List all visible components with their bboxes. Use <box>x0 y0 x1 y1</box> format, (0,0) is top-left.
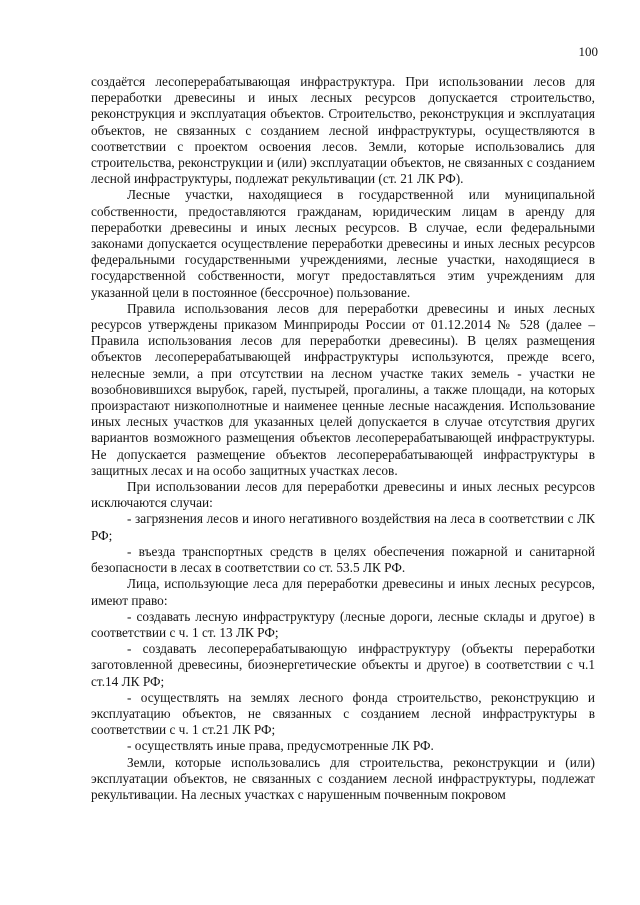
list-item-other-rights: - осуществлять иные права, предусмотренные ЛК РФ. <box>127 738 434 754</box>
paragraph-2: Лесные участки, находящиеся в государственной или муниципальной собственности, предоставляются гражданам, юридическим лицам в аренду для переработки древесины и иных лесных ресурсов. В случае, если федеральными законами допускается осуществление переработки древесины и иных лесных ресурсов федеральными государственными учреждениями, лесные участки, находящиеся в государственной собственности, могут предоставляться этим учреждениям для указанной цели в постоянное (бессрочное) пользование. <box>91 187 595 300</box>
page-number: 100 <box>578 44 598 59</box>
paragraph-4: При использовании лесов для переработки древесины и иных лесных ресурсов исключаются случаи: <box>91 479 595 511</box>
document-body <box>91 74 595 803</box>
list-item-processing-infrastructure: - создавать лесоперерабатывающую инфраструктуру (объекты переработки заготовленной древесины, биоэнергетические объекты и другое) в соответствии с ч.1 ст.14 ЛК РФ; <box>91 641 595 689</box>
list-item-vehicles: - въезда транспортных средств в целях обеспечения пожарной и санитарной безопасности в лесах в соответствии со ст. 53.5 ЛК РФ. <box>91 543 595 576</box>
list-item-forest-infrastructure: - создавать лесную инфраструктуру (лесные дороги, лесные склады и другое) в соответствии с ч. 1 ст. 13 ЛК РФ; <box>91 608 595 640</box>
paragraph-recultivation: Земли, которые использовались для строительства, реконструкции и (или) эксплуатации объектов, не связанных с созданием лесной инфраструктуры, подлежат рекультивации. На лесных участках с нарушенным почвенным покровом <box>91 754 595 802</box>
list-item-construction: - осуществлять на землях лесного фонда строительство, реконструкцию и эксплуатацию объектов, не связанных с созданием лесной инфраструктуры в соответствии с ч. 1 ст.21 ЛК РФ; <box>91 689 595 738</box>
paragraph-1: создаётся лесоперерабатывающая инфраструктура. При использовании лесов для переработки древесины и иных лесных ресурсов допускается строительство, реконструкция и эксплуатация объектов. Строительство, реконструкция и эксплуатация объектов, не связанных с созданием лесной инфраструктуры, осуществляются в соответствии с проектом освоения лесов. Земли, которые использовались для строительства, реконструкции и (или) эксплуатации объектов, не связанных с созданием лесной инфраструктуры, подлежат рекультивации (ст. 21 ЛК РФ). <box>91 74 595 187</box>
list-item-pollution: - загрязнения лесов и иного негативного воздействия на леса в соответствии с ЛК РФ; <box>91 511 595 543</box>
paragraph-rights: Лица, использующие леса для переработки древесины и иных лесных ресурсов, имеют право: <box>91 576 595 608</box>
paragraph-3: Правила использования лесов для переработки древесины и иных лесных ресурсов утверждены приказом Минприроды России от 01.12.2014 № 528 (далее – Правила использования лесов для переработки древесины). В целях размещения объектов лесоперерабатывающей инфраструктуры используются, прежде всего, нелесные земли, а при отсутствии на лесном участке таких земель - участки не возобновившихся вырубок, гарей, пустырей, прогалины, а также площади, на которых произрастают низкополнотные и наименее ценные лесные насаждения. Использование иных лесных участков для указанных целей допускается в случае отсутствия других вариантов возможного размещения объектов лесоперерабатывающей инфраструктуры. Не допускается размещение объектов лесоперерабатывающей инфраструктуры в защитных лесах и на особо защитных участках лесов. <box>91 300 595 478</box>
